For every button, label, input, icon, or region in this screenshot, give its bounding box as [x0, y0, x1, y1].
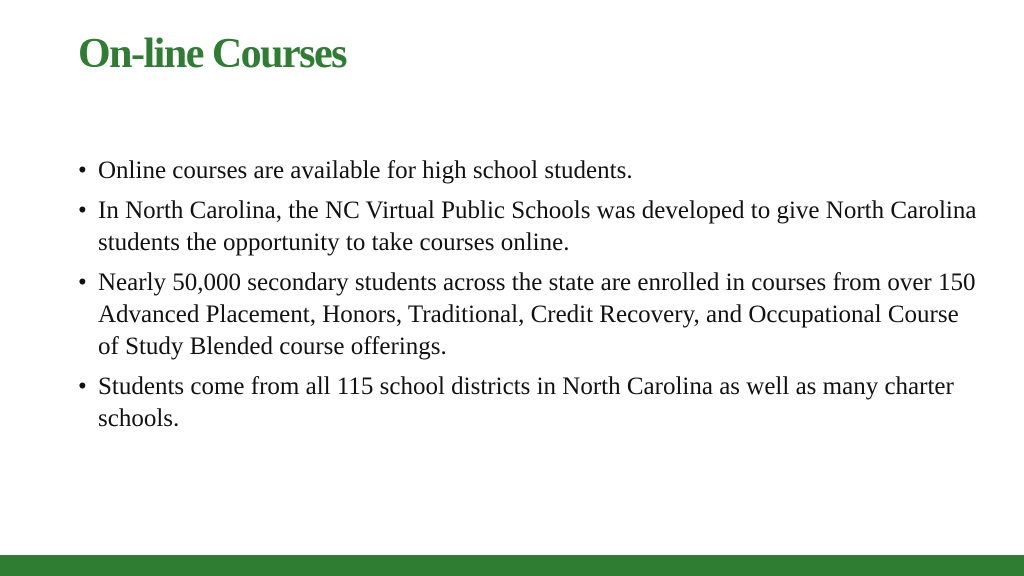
bullet-list	[78, 155, 978, 443]
bullet-text-3: Nearly 50,000 secondary students across the state are enrolled in courses from over 150 Advanced Placement, Honors, Traditional, Credit Recovery, and Occupational Course of Study Blended course offerings.	[98, 269, 976, 360]
bullet-text-2: In North Carolina, the NC Virtual Public Schools was developed to give North Carolina students the opportunity to take courses online.	[98, 197, 977, 256]
bullet-icon: •	[78, 157, 87, 184]
bullet-item-3	[78, 267, 978, 363]
bullet-item-2	[78, 195, 978, 259]
bullet-text-4: Students come from all 115 school districts in North Carolina as well as many charter schools.	[98, 373, 954, 432]
bullet-item-1	[78, 155, 978, 187]
slide-title: On-line Courses	[78, 31, 347, 77]
bullet-text-1: Online courses are available for high school students.	[98, 157, 633, 184]
bullet-item-4	[78, 371, 978, 435]
bullet-icon: •	[78, 197, 87, 224]
footer-accent-bar	[0, 555, 1024, 576]
bullet-icon: •	[78, 269, 87, 296]
bullet-icon: •	[78, 373, 87, 400]
